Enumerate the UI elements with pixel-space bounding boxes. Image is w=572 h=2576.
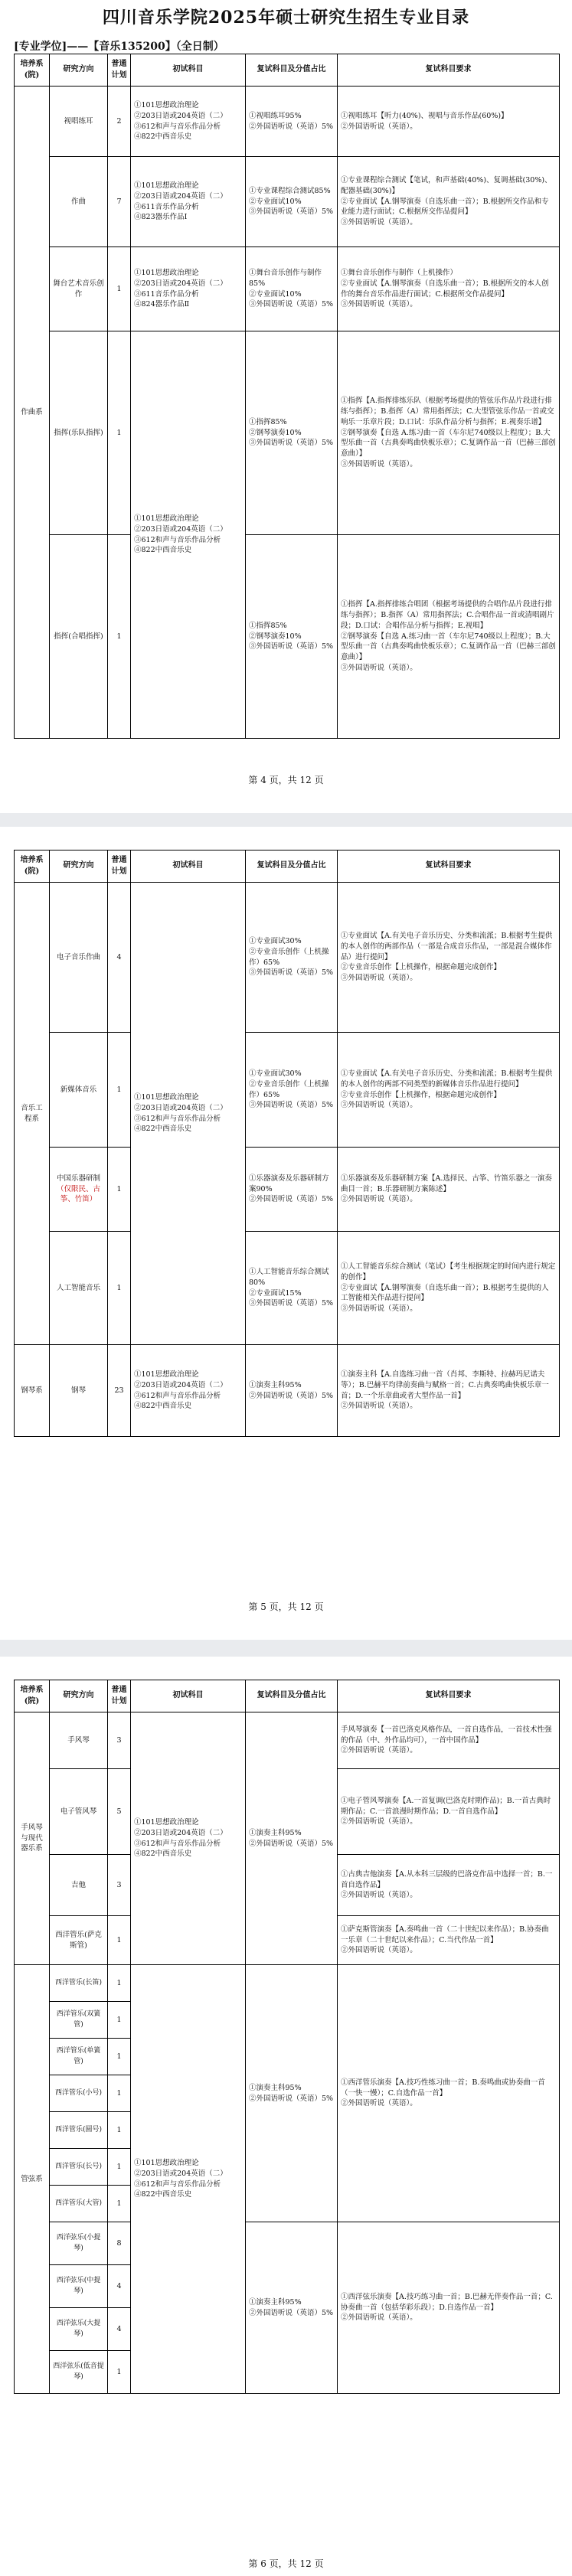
header-direction: 研究方向 xyxy=(50,851,108,883)
direction-cell: 吉他 xyxy=(50,1855,108,1916)
header-retest: 复试科目及分值占比 xyxy=(246,851,338,883)
plan-cell: 1 xyxy=(108,535,131,739)
retest-cell: ①舞台音乐创作与制作85% ②专业面试10% ③外国语听说（英语）5% xyxy=(246,247,338,331)
plan-cell: 5 xyxy=(108,1769,131,1855)
direction-cell: 新媒体音乐 xyxy=(50,1033,108,1148)
plan-cell: 1 xyxy=(108,2002,131,2039)
plan-cell: 3 xyxy=(108,1712,131,1769)
direction-cell: 西洋管乐(萨克斯管) xyxy=(50,1916,108,1965)
plan-cell: 1 xyxy=(108,1916,131,1965)
table-row xyxy=(15,1345,560,1437)
table-row xyxy=(15,2222,560,2265)
plan-cell: 1 xyxy=(108,1232,131,1345)
direction-cell: 指挥(乐队指挥) xyxy=(50,331,108,535)
requirements-cell: ①乐器演奏及乐器研制方案【A.选择民、古筝、竹笛乐器之一演奏曲目一首；B.乐器研制方案陈述】 ②外国语听说（英语）。 xyxy=(338,1148,560,1232)
table-row xyxy=(15,883,560,1033)
header-requirements: 复试科目要求 xyxy=(338,851,560,883)
page-gap xyxy=(0,1640,572,1657)
dept-cell: 作曲系 xyxy=(15,87,50,739)
retest-cell: ①人工智能音乐综合测试80% ②专业面试15% ③外国语听说（英语）5% xyxy=(246,1232,338,1345)
retest-cell: ①乐器演奏及乐器研制方案90% ②外国语听说（英语）5% xyxy=(246,1148,338,1232)
plan-cell: 4 xyxy=(108,2308,131,2351)
header-direction: 研究方向 xyxy=(50,54,108,87)
retest-cell: ①演奏主科95% ②外国语听说（英语）5% xyxy=(246,1345,338,1437)
header-exam: 初试科目 xyxy=(131,851,246,883)
table-row xyxy=(15,87,560,157)
table-row xyxy=(15,331,560,535)
direction-cell: 钢琴 xyxy=(50,1345,108,1437)
dept-cell: 钢琴系 xyxy=(15,1345,50,1437)
direction-cell: 西洋弦乐(低音提琴) xyxy=(50,2351,108,2394)
requirements-cell: ①西洋弦乐演奏【A.技巧练习曲一首；B.巴赫无伴奏作品一首；C.协奏曲一首（包括华彩乐段）；D.自选作品一首】 ②外国语听说（英语）。 xyxy=(338,2222,560,2394)
header-requirements: 复试科目要求 xyxy=(338,1680,560,1712)
header-direction: 研究方向 xyxy=(50,1680,108,1712)
page-footer: 第 5 页，共 12 页 xyxy=(248,1601,324,1612)
catalog-table xyxy=(14,54,560,739)
plan-cell: 4 xyxy=(108,2265,131,2308)
dept-cell: 手风琴与现代器乐系 xyxy=(15,1712,50,1965)
retest-cell: ①指挥85% ②钢琴演奏10% ③外国语听说（英语）5% xyxy=(246,535,338,739)
plan-cell: 1 xyxy=(108,2075,131,2112)
retest-cell: ①演奏主科95% ②外国语听说（英语）5% xyxy=(246,1965,338,2222)
requirements-cell: ①指挥【A.指挥排练合唱团（根据考场提供的合唱作品片段进行排练与指挥）；B.指挥（A）常用指挥法；C.合唱作品一首或清唱剧片段；D.口试：合唱作品分析与指挥；E.视唱】 ②钢琴演奏【自选 A.练习曲一首（车尔尼740级以上程度）；B.大型乐曲一首（古典奏鸣曲快板乐章）；C.复调作品一首（巴赫三部创意曲）】 ③外国语听说（英语）。 xyxy=(338,535,560,739)
degree-subtitle: [专业学位]——【音乐135200】（全日制） xyxy=(14,41,224,53)
direction-cell: 作曲 xyxy=(50,157,108,247)
document-title: 四川音乐学院2025年硕士研究生招生专业目录 xyxy=(102,8,470,28)
plan-cell: 1 xyxy=(108,2112,131,2149)
requirements-cell: ①专业面试【A.有关电子音乐历史、分类和流派；B.根据考生提供的本人创作的两部作品（一部是合成音乐作品，一部是混合媒体作品）进行提问】 ②专业音乐创作【上机操作，根据命题完成创作】 ③外国语听说（英语）。 xyxy=(338,883,560,1033)
exam-cell: ①101思想政治理论 ②203日语或204英语（二） ③612和声与音乐作品分析 ④822中西音乐史 xyxy=(131,1965,246,2394)
plan-cell: 1 xyxy=(108,1148,131,1232)
plan-cell: 3 xyxy=(108,1855,131,1916)
header-dept: 培养系(院) xyxy=(15,851,50,883)
retest-cell: ①演奏主科95% ②外国语听说（英语）5% xyxy=(246,1712,338,1965)
header-plan: 普通计划 xyxy=(108,54,131,87)
exam-cell: ①101思想政治理论 ②203日语或204英语（二） ③612和声与音乐作品分析 ④822中西音乐史 xyxy=(131,331,246,739)
page-4 xyxy=(0,0,572,813)
retest-cell: ①视唱练耳95% ②外国语听说（英语）5% xyxy=(246,87,338,157)
requirements-cell: ①视唱练耳【听力(40%)、视唱与音乐作品(60%)】 ②外国语听说（英语）。 xyxy=(338,87,560,157)
direction-cell: 电子管风琴 xyxy=(50,1769,108,1855)
table-row xyxy=(15,157,560,247)
table-row xyxy=(15,535,560,739)
plan-cell: 8 xyxy=(108,2222,131,2265)
plan-cell: 1 xyxy=(108,247,131,331)
direction-cell: 西洋管乐(长号) xyxy=(50,2149,108,2186)
requirements-cell: ①萨克斯管演奏【A.奏鸣曲一首（二十世纪以来作品）；B.协奏曲一乐章（二十世纪以来作品）；C.当代作品一首】 ②外国语听说（英语）。 xyxy=(338,1916,560,1965)
direction-cell: 西洋管乐(双簧管) xyxy=(50,2002,108,2039)
page-footer: 第 6 页，共 12 页 xyxy=(248,2558,324,2569)
direction-cell: 电子音乐作曲 xyxy=(50,883,108,1033)
header-retest: 复试科目及分值占比 xyxy=(246,54,338,87)
retest-cell: ①演奏主科95% ②外国语听说（英语）5% xyxy=(246,2222,338,2394)
page-6 xyxy=(0,1657,572,2576)
page-footer: 第 4 页，共 12 页 xyxy=(248,775,324,785)
requirements-cell: ①演奏主科【A.自选练习曲一首（肖邦、李斯特、拉赫玛尼诺夫等）；B.巴赫平均律前奏曲与赋格一首；C.古典奏鸣曲快板乐章一首；D.一个乐章曲或者大型作品一首】 ②外国语听说（英语）。 xyxy=(338,1345,560,1437)
direction-cell: 视唱练耳 xyxy=(50,87,108,157)
exam-cell: ①101思想政治理论 ②203日语或204英语（二） ③611音乐作品分析 ④823器乐作品Ⅰ xyxy=(131,157,246,247)
direction-cell: 舞台艺术音乐创作 xyxy=(50,247,108,331)
header-dept: 培养系(院) xyxy=(15,54,50,87)
requirements-cell: ①专业课程综合测试【笔试，和声基础(40%)、复调基础(30%)、配器基础(30%)】 ②专业面试【A.钢琴演奏（自选乐曲一首）；B.根据所交作品和专业能力进行面试；C.根据所交作品提问】 ③外国语听说（英语）。 xyxy=(338,157,560,247)
header-dept: 培养系(院) xyxy=(15,1680,50,1712)
exam-cell: ①101思想政治理论 ②203日语或204英语（二） ③612和声与音乐作品分析 ④822中西音乐史 xyxy=(131,1345,246,1437)
plan-cell: 1 xyxy=(108,2186,131,2222)
header-plan: 普通计划 xyxy=(108,851,131,883)
retest-cell: ①指挥85% ②钢琴演奏10% ③外国语听说（英语）5% xyxy=(246,331,338,535)
plan-cell: 1 xyxy=(108,331,131,535)
retest-cell: ①专业课程综合测试85% ②专业面试10% ③外国语听说（英语）5% xyxy=(246,157,338,247)
table-row xyxy=(15,1965,560,2002)
header-exam: 初试科目 xyxy=(131,54,246,87)
dept-cell: 管弦系 xyxy=(15,1965,50,2394)
direction-cell: 手风琴 xyxy=(50,1712,108,1769)
page-5 xyxy=(0,827,572,1640)
plan-cell: 1 xyxy=(108,1965,131,2002)
direction-cell: 西洋管乐(大管) xyxy=(50,2186,108,2222)
requirements-cell: 手风琴演奏【一首巴洛克风格作品，一首自选作品，一首技术性强的作品（中、外作品均可），一首中国作品】 ②外国语听说（英语）。 xyxy=(338,1712,560,1769)
direction-cell: 西洋管乐(单簧管) xyxy=(50,2039,108,2075)
plan-cell: 23 xyxy=(108,1345,131,1437)
catalog-table xyxy=(14,850,560,1437)
direction-note: （仅限民、古筝、竹笛） xyxy=(56,1184,100,1204)
catalog-table xyxy=(14,1680,560,2394)
exam-cell: ①101思想政治理论 ②203日语或204英语（二） ③612和声与音乐作品分析 ④822中西音乐史 xyxy=(131,883,246,1345)
plan-cell: 1 xyxy=(108,2351,131,2394)
exam-cell: ①101思想政治理论 ②203日语或204英语（二） ③612和声与音乐作品分析 ④822中西音乐史 xyxy=(131,1712,246,1965)
requirements-cell: ①古典吉他演奏【A.从本科三层级的巴洛克作品中选择一首；B.一首自选作品】 ②外国语听说（英语）。 xyxy=(338,1855,560,1916)
header-retest: 复试科目及分值占比 xyxy=(246,1680,338,1712)
direction-cell: 人工智能音乐 xyxy=(50,1232,108,1345)
requirements-cell: ①专业面试【A.有关电子音乐历史、分类和流派；B.根据考生提供的本人创作的两部不同类型的新媒体音乐作品进行提问】 ②专业音乐创作【上机操作，根据命题完成创作】 ③外国语听说（英语）。 xyxy=(338,1033,560,1148)
plan-cell: 1 xyxy=(108,2039,131,2075)
plan-cell: 1 xyxy=(108,1033,131,1148)
retest-cell: ①专业面试30% ②专业音乐创作（上机操作）65% ③外国语听说（英语）5% xyxy=(246,883,338,1033)
plan-cell: 2 xyxy=(108,87,131,157)
table-row xyxy=(15,247,560,331)
direction-label: 中国乐器研制 xyxy=(56,1174,100,1183)
header-plan: 普通计划 xyxy=(108,1680,131,1712)
direction-cell: 西洋管乐(圆号) xyxy=(50,2112,108,2149)
requirements-cell: ①人工智能音乐综合测试（笔试）【考生根据规定的时间内进行规定的创作】 ②专业面试【A.钢琴演奏（自选乐曲一首）；B.根据考生提供的人工智能相关作品进行提问】 ③外国语听说（英语）。 xyxy=(338,1232,560,1345)
plan-cell: 1 xyxy=(108,2149,131,2186)
exam-cell: ①101思想政治理论 ②203日语或204英语（二） ③612和声与音乐作品分析 ④822中西音乐史 xyxy=(131,87,246,157)
dept-cell: 音乐工程系 xyxy=(15,883,50,1345)
header-exam: 初试科目 xyxy=(131,1680,246,1712)
direction-cell xyxy=(50,1148,108,1232)
requirements-cell: ①舞台音乐创作与制作（上机操作） ②专业面试【A.钢琴演奏（自选乐曲一首）；B.根据所交的本人创作的舞台音乐作品进行面试；C.根据所交作品提问】 ③外国语听说（英语）。 xyxy=(338,247,560,331)
direction-cell: 西洋管乐(长笛) xyxy=(50,1965,108,2002)
direction-cell: 西洋弦乐(小提琴) xyxy=(50,2222,108,2265)
table-row xyxy=(15,1232,560,1345)
plan-cell: 4 xyxy=(108,883,131,1033)
direction-cell: 西洋弦乐(大提琴) xyxy=(50,2308,108,2351)
retest-cell: ①专业面试30% ②专业音乐创作（上机操作）65% ③外国语听说（英语）5% xyxy=(246,1033,338,1148)
requirements-cell: ①指挥【A.指挥排练乐队（根据考场提供的管弦乐作品片段进行排练与指挥）；B.指挥（A）常用指挥法；C.大型管弦乐作品一首或交响乐一乐章片段；D.口试：乐队作品分析与指挥；E.视奏乐谱】 ②钢琴演奏【自选 A.练习曲一首（车尔尼740级以上程度）；B.大型乐曲一首（古典奏鸣曲快板乐章）；C.复调作品一首（巴赫三部创意曲）】 ③外国语听说（英语）。 xyxy=(338,331,560,535)
table-row xyxy=(15,1033,560,1148)
requirements-cell: ①电子管风琴演奏【A.一首复调(巴洛克时期作品)；B.一首古典时期作品；C.一首浪漫时期作品；D.一首自选作品】 ②外国语听说（英语）。 xyxy=(338,1769,560,1855)
plan-cell: 7 xyxy=(108,157,131,247)
direction-cell: 西洋弦乐(中提琴) xyxy=(50,2265,108,2308)
table-row xyxy=(15,1712,560,1769)
page-gap xyxy=(0,813,572,827)
requirements-cell: ①西洋管乐演奏【A.技巧性练习曲一首；B.奏鸣曲或协奏曲一首（一快一慢）；C.自选作品一首】 ②外国语听说（英语）。 xyxy=(338,1965,560,2222)
header-requirements: 复试科目要求 xyxy=(338,54,560,87)
table-row xyxy=(15,1148,560,1232)
direction-cell: 指挥(合唱指挥) xyxy=(50,535,108,739)
exam-cell: ①101思想政治理论 ②203日语或204英语（二） ③611音乐作品分析 ④824器乐作品Ⅱ xyxy=(131,247,246,331)
direction-cell: 西洋管乐(小号) xyxy=(50,2075,108,2112)
